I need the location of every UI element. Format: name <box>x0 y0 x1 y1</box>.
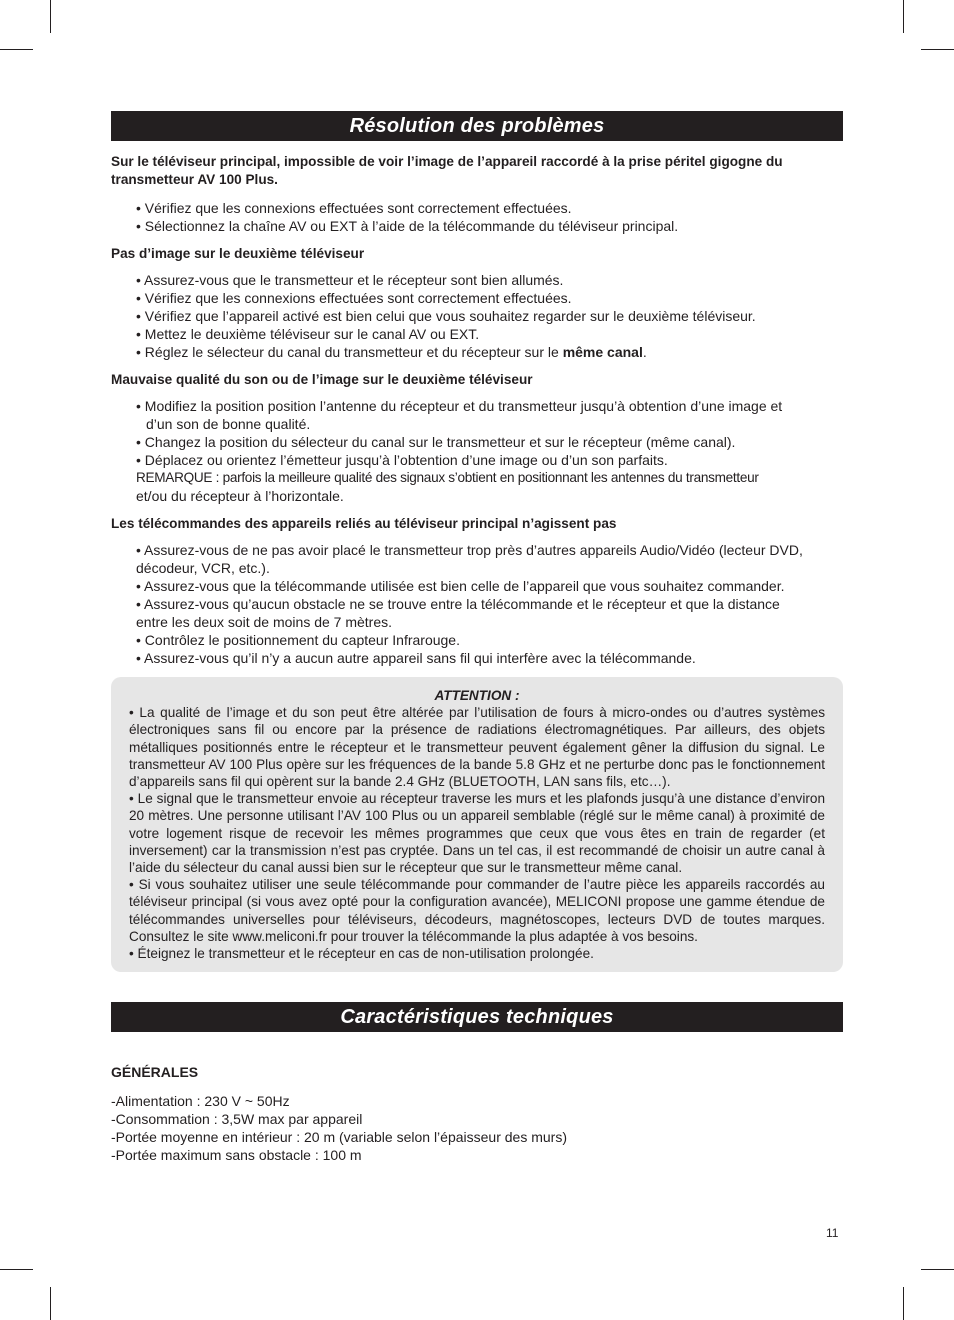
emphasis-text: même canal <box>562 344 643 360</box>
section-title-specifications: Caractéristiques techniques <box>111 1002 843 1032</box>
crop-mark <box>903 0 904 33</box>
note-text: REMARQUE : parfois la meilleure qualité des signaux s’obtient en positionnant les antennes du transmetteur <box>136 470 759 485</box>
bullet-item: • Assurez-vous que la télécommande utilisée est bien celle de l’appareil que vous souhaitez commander. <box>136 578 785 594</box>
attention-paragraph: • Éteignez le transmetteur et le récepteur en cas de non-utilisation prolongée. <box>129 946 594 962</box>
bullet-item: • Contrôlez le positionnement du capteur Infrarouge. <box>136 632 460 648</box>
problem-bullets <box>111 541 843 667</box>
bullet-item: • Assurez-vous qu’il n’y a aucun autre appareil sans fil qui interfère avec la télécommande. <box>136 650 696 666</box>
crop-mark <box>903 1287 904 1320</box>
crop-mark <box>0 49 33 50</box>
bullet-item: • Vérifiez que les connexions effectuées sont correctement effectuées. <box>136 290 572 306</box>
problem-title: Mauvaise qualité du son ou de l’image sur le deuxième téléviseur <box>111 372 533 387</box>
spec-item: -Alimentation : 230 V ~ 50Hz <box>111 1093 290 1110</box>
bullet-item: entre les deux soit de moins de 7 mètres. <box>136 614 393 630</box>
bullet-text: • Réglez le sélecteur du canal du transmetteur et du récepteur sur le <box>136 344 563 360</box>
bullet-item: • Vérifiez que les connexions effectuées sont correctement effectuées. <box>136 200 572 216</box>
bullet-item: • Mettez le deuxième téléviseur sur le canal AV ou EXT. <box>136 326 480 342</box>
problem-title: Les télécommandes des appareils reliés au téléviseur principal n’agissent pas <box>111 516 617 531</box>
bullet-item: • Sélectionnez la chaîne AV ou EXT à l’aide de la télécommande du téléviseur principal. <box>136 218 679 234</box>
attention-paragraph: • Si vous souhaitez utiliser une seule télécommande pour commander de l’autre pièce les appareils raccordés au téléviseur principal (si vous avez opté pour la configuration avancée), MELICONI propose une gamme étendue de télécommandes universelles pour téléviseurs, décodeurs, magnétoscopes, lecteurs DVD de toutes marques. Consultez le site www.meliconi.fr pour trouver la télécommande la plus adaptée à vos besoins. <box>129 877 825 944</box>
page-content <box>111 111 843 1164</box>
spec-item: -Consommation : 3,5W max par appareil <box>111 1111 363 1128</box>
problem-title: Pas d’image sur le deuxième téléviseur <box>111 246 365 261</box>
attention-paragraph: • Le signal que le transmetteur envoie au récepteur traverse les murs et les plafonds jusqu’à une distance d’environ 20 mètres. Une personne utilisant l’AV 100 Plus ou un appareil semblable (réglé sur le même canal) à proximité de votre logement risque de recevoir les mêmes programmes que ceux que vous êtes en train de regarder (et inversement) car la transmission n’est pas cryptée. Dans un tel cas, il est recommandé de choisir un autre canal à l’aide du sélecteur du canal aussi bien sur le récepteur que sur le transmetteur même canal. <box>129 791 825 876</box>
bullet-item: • Assurez-vous de ne pas avoir placé le transmetteur trop près d’autres appareils Audio/Vidéo (lecteur DVD, <box>136 542 803 558</box>
bullet-item: • Vérifiez que l’appareil activé est bien celui que vous souhaitez regarder sur le deuxième téléviseur. <box>136 308 756 324</box>
spec-heading: GÉNÉRALES <box>111 1064 199 1081</box>
bullet-item: • Déplacez ou orientez l’émetteur jusqu’à l’obtention d’une image ou d’un son parfaits. <box>136 452 668 468</box>
crop-mark <box>921 49 954 50</box>
bullet-item: • Assurez-vous qu’aucun obstacle ne se trouve entre la télécommande et le récepteur et que la distance <box>136 596 780 612</box>
crop-mark <box>50 0 51 33</box>
page-number: 11 <box>826 1226 839 1240</box>
spec-item: -Portée maximum sans obstacle : 100 m <box>111 1147 362 1164</box>
attention-paragraph: • La qualité de l’image et du son peut être altérée par l’utilisation de fours à micro-ondes ou d’autres systèmes électroniques sans fil ou encore par la présence de radiations électromagnétiques. Par ailleurs, des objets métalliques positionnés entre le récepteur et le transmetteur peuvent également gêner la diffusion du signal. Le transmetteur AV 100 Plus opère sur les fréquences de la bande 5.8 GHz et ne perturbe donc pas le fonctionnement d’appareils sans fil qui opèrent sur la bande 2.4 GHz (BLUETOOTH, LAN sans fils, etc…). <box>129 705 825 790</box>
problem-title: Sur le téléviseur principal, impossible de voir l’image de l’appareil raccordé à la prise péritel gigogne du transmetteur AV 100 Plus. <box>111 154 783 187</box>
section-title-troubleshooting: Résolution des problèmes <box>111 111 843 141</box>
note-text: et/ou du récepteur à l’horizontale. <box>136 488 344 504</box>
problem-bullets <box>111 397 843 505</box>
bullet-item: d’un son de bonne qualité. <box>146 416 311 432</box>
bullet-item: • Modifiez la position position l’antenne du récepteur et du transmetteur jusqu’à obtention d’une image et <box>136 398 783 414</box>
bullet-text: . <box>642 344 647 360</box>
bullet-item: • Assurez-vous que le transmetteur et le récepteur sont bien allumés. <box>136 272 564 288</box>
spec-item: -Portée moyenne en intérieur : 20 m (variable selon l’épaisseur des murs) <box>111 1129 567 1146</box>
attention-title: ATTENTION : <box>434 688 520 703</box>
crop-mark <box>50 1287 51 1320</box>
bullet-item <box>136 343 843 361</box>
problem-bullets <box>111 199 843 235</box>
crop-mark <box>921 1269 954 1270</box>
crop-mark <box>0 1269 33 1270</box>
problem-bullets <box>111 271 843 361</box>
attention-box <box>111 677 843 972</box>
bullet-item: • Changez la position du sélecteur du canal sur le transmetteur et sur le récepteur (même canal). <box>136 434 736 450</box>
bullet-item: décodeur, VCR, etc.). <box>136 560 270 576</box>
spec-list <box>111 1092 843 1164</box>
